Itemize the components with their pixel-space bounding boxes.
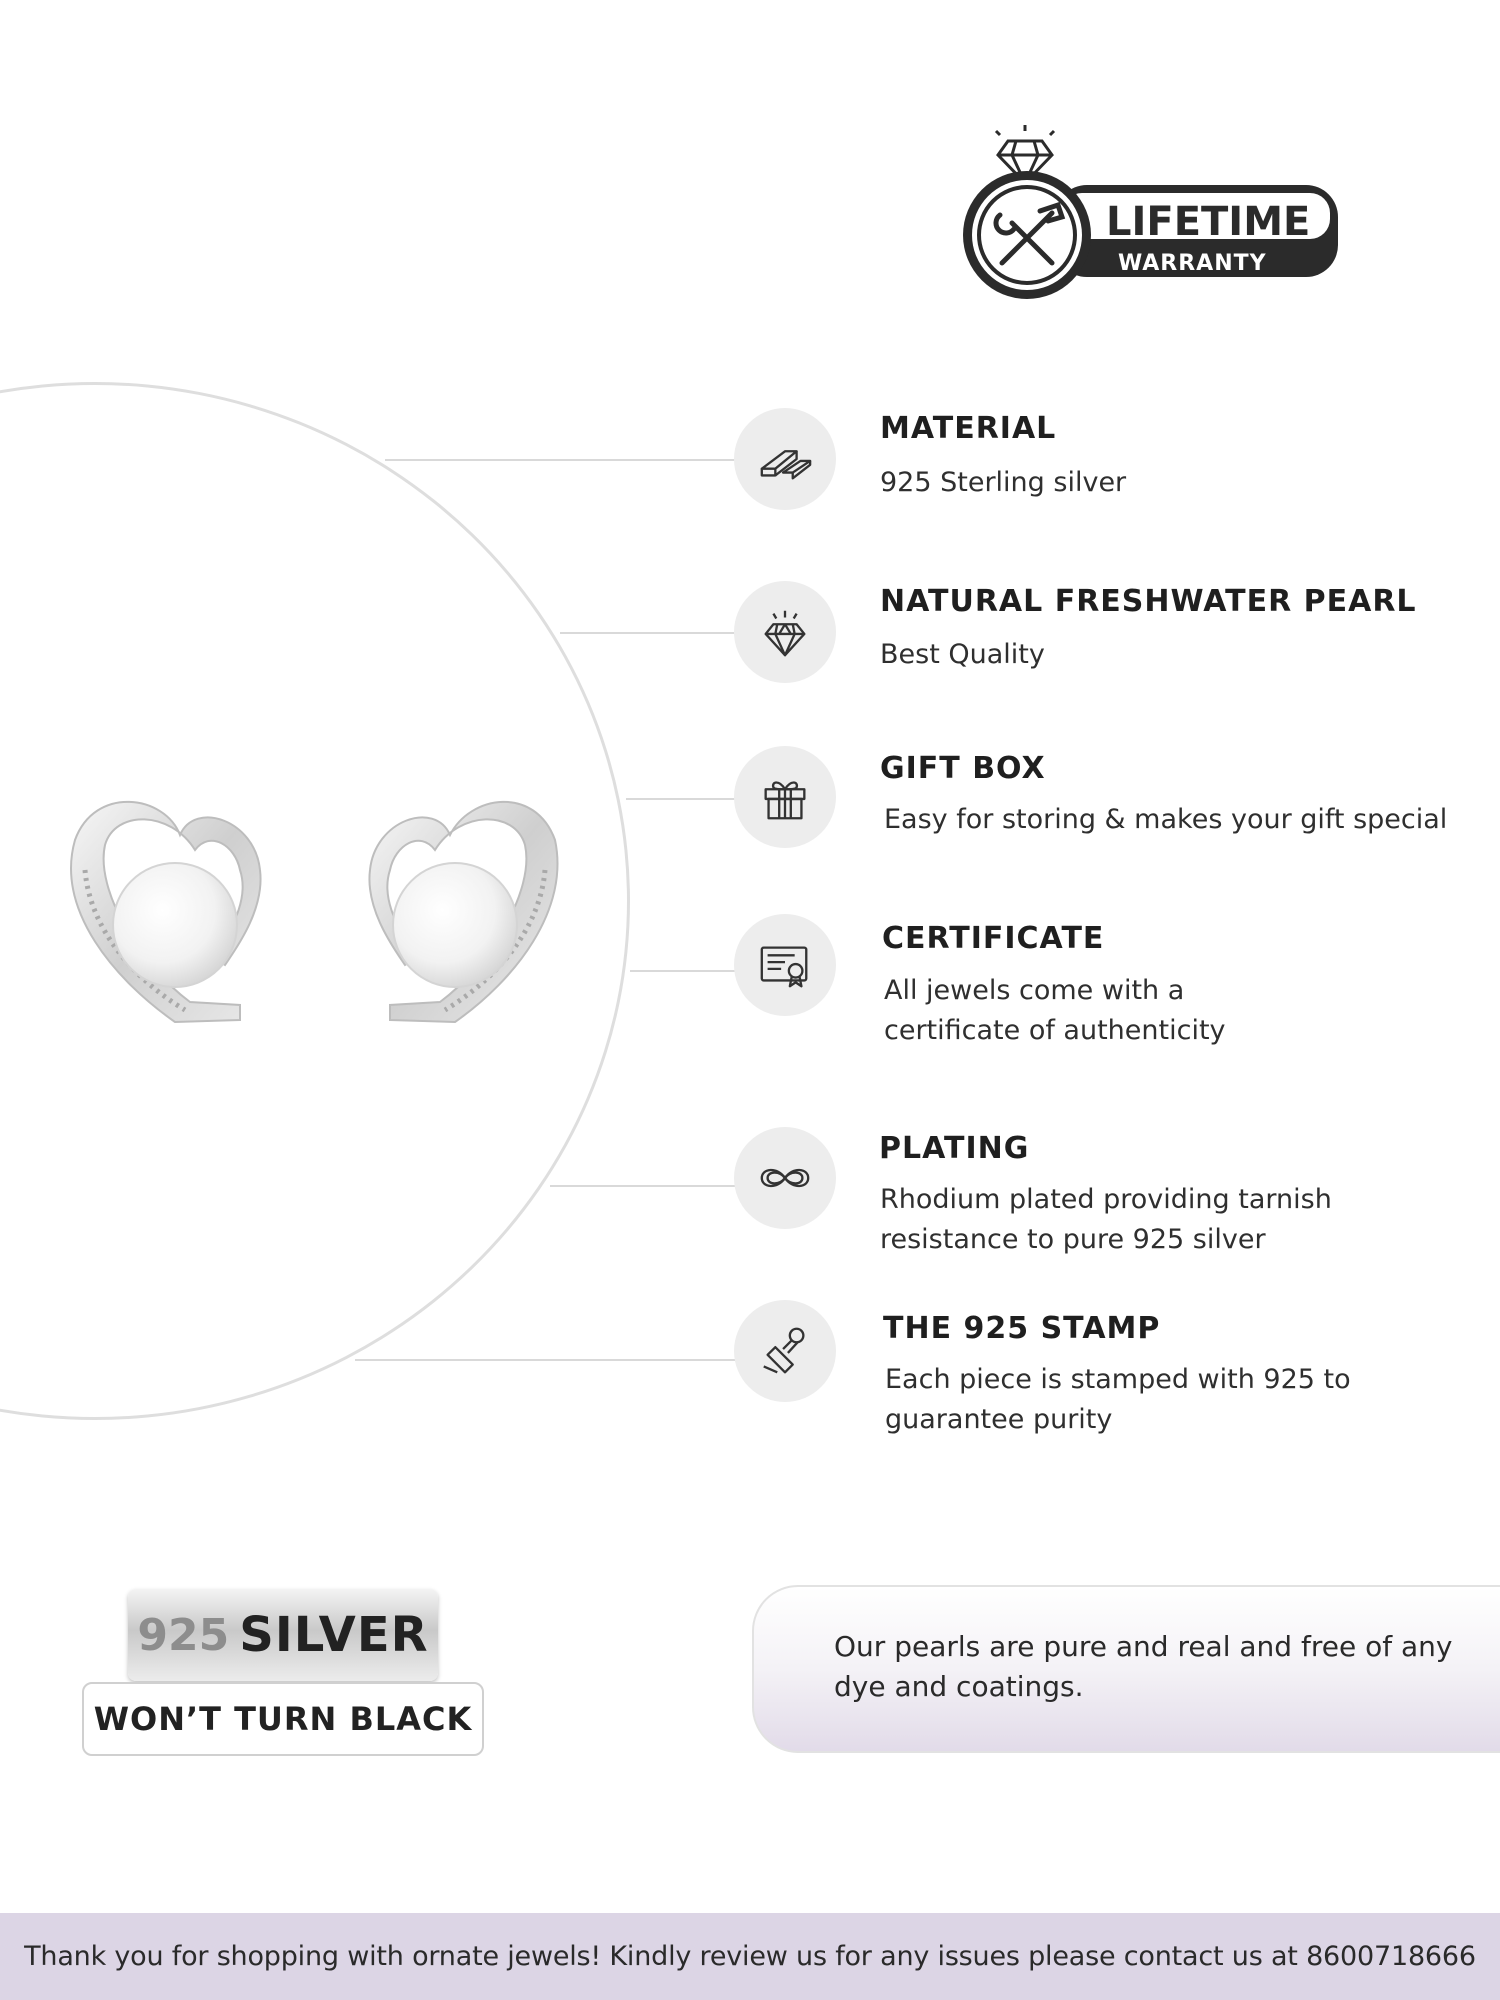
connector-line: [355, 1359, 736, 1361]
feature-desc-certificate-1: All jewels come with a: [884, 975, 1185, 1006]
feature-desc-material: 925 Sterling silver: [880, 467, 1127, 498]
certificate-icon: [756, 936, 814, 994]
feature-desc-gift-box: Easy for storing & makes your gift special: [884, 804, 1448, 835]
feature-title-pearl: NATURAL FRESHWATER PEARL: [880, 584, 1417, 619]
feature-desc-stamp-1: Each piece is stamped with 925 to: [885, 1364, 1351, 1395]
stamp-icon: [756, 1322, 814, 1380]
feature-desc-plating-1: Rhodium plated providing tarnish: [880, 1184, 1332, 1215]
wont-turn-black-badge: WON’T TURN BLACK: [82, 1682, 484, 1756]
footer-bar: [0, 1913, 1500, 2000]
feature-desc-plating-2: resistance to pure 925 silver: [880, 1224, 1266, 1255]
pearl-quality-note: [752, 1585, 1500, 1753]
feature-icon-circle: [734, 746, 836, 848]
connector-line: [560, 632, 735, 634]
silver-925-badge: [128, 1589, 438, 1681]
feature-desc-pearl: Best Quality: [880, 639, 1045, 670]
silver-badge-word: SILVER: [239, 1607, 429, 1663]
feature-title-certificate: CERTIFICATE: [882, 921, 1105, 956]
silver-badge-number: 925: [137, 1609, 230, 1661]
right-earring: [369, 802, 557, 1022]
connector-line: [626, 798, 736, 800]
warranty-line1: LIFETIME: [1106, 199, 1311, 245]
feature-icon-circle: [734, 1127, 836, 1229]
warranty-line2: WARRANTY: [1118, 251, 1267, 276]
left-earring: [71, 802, 260, 1022]
feature-title-material: MATERIAL: [880, 411, 1057, 446]
feature-title-gift-box: GIFT BOX: [880, 751, 1046, 786]
silver-bars-icon: [756, 430, 814, 488]
feature-desc-certificate-2: certificate of authenticity: [884, 1015, 1226, 1046]
connector-line: [550, 1185, 736, 1187]
connector-line: [385, 459, 735, 461]
infinity-icon: [756, 1149, 814, 1207]
feature-desc-stamp-2: guarantee purity: [885, 1404, 1113, 1435]
feature-icon-circle: [734, 914, 836, 1016]
pearl-earrings-image: [55, 790, 575, 1070]
feature-icon-circle: [734, 1300, 836, 1402]
feature-title-plating: PLATING: [879, 1131, 1030, 1166]
gift-box-icon: [756, 768, 814, 826]
lifetime-warranty-logo: [960, 125, 1350, 305]
diamond-icon: [756, 603, 814, 661]
footer-text: Thank you for shopping with ornate jewels! Kindly review us for any issues please contact us at 8600718666: [24, 1941, 1476, 1972]
feature-icon-circle: [734, 581, 836, 683]
feature-title-stamp: THE 925 STAMP: [883, 1311, 1161, 1346]
connector-line: [630, 970, 736, 972]
feature-icon-circle: [734, 408, 836, 510]
pearl-note-text: Our pearls are pure and real and free of any dye and coatings.: [834, 1630, 1453, 1703]
